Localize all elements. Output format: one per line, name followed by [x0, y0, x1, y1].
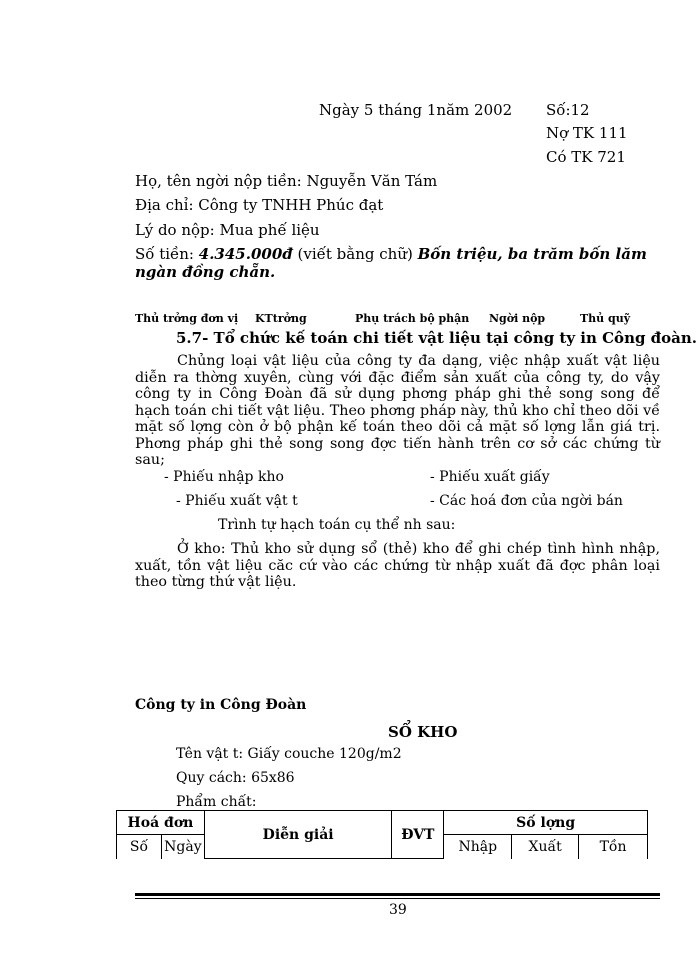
voucher-number: Số:12: [546, 101, 590, 119]
col-invoice-date: Ngày: [161, 835, 204, 859]
signature-chief-accountant: KTtrởng: [255, 312, 307, 325]
col-description: Diễn giải: [204, 811, 391, 859]
payer-address: Địa chỉ: Công ty TNHH Phúc đạt: [135, 196, 384, 214]
ledger-title: SỔ KHO: [388, 723, 458, 741]
credit-account: Có TK 721: [546, 148, 626, 166]
signature-payer: Ngời nộp: [489, 312, 546, 325]
doc-item-paper-issue: - Phiếu xuất giấy: [430, 469, 550, 485]
payment-reason: Lý do nộp: Mua phế liệu: [135, 221, 320, 239]
footer-rule-thick: [135, 893, 660, 896]
payer-name: Họ, tên ngời nộp tiền: Nguyễn Văn Tám: [135, 172, 438, 190]
page-number: 39: [389, 902, 407, 918]
doc-item-material-issue: - Phiếu xuất vật t: [176, 493, 298, 509]
table-header-row-1: [117, 811, 648, 835]
signature-cashier: Thủ quỹ: [580, 312, 631, 325]
col-qty-in: Nhập: [444, 835, 512, 859]
doc-item-seller-invoices: - Các hoá đơn của ngời bán: [430, 493, 623, 509]
body-paragraph-2: Ở kho: Thủ kho sử dụng sổ (thẻ) kho để ghi chép tình hình nhập, xuất, tồn vật liệu căc cứ vào các chứng từ nhập xuất đã đợc phân loại theo từng thứ vật liệu.: [135, 541, 660, 590]
procedure-line: Trình tự hạch toán cụ thể nh sau:: [218, 517, 456, 533]
col-invoice: Hoá đơn: [117, 811, 205, 835]
stock-ledger-table: [116, 810, 648, 859]
company-name: Công ty in Công Đoàn: [135, 697, 307, 713]
debit-account: Nợ TK 111: [546, 124, 628, 142]
col-qty-balance: Tồn: [579, 835, 648, 859]
col-invoice-number: Số: [117, 835, 162, 859]
material-name: Tên vật t: Giấy couche 120g/m2: [176, 746, 402, 762]
section-title: 5.7- Tổ chức kế toán chi tiết vật liệu tại công ty in Công đoàn.: [176, 329, 698, 347]
col-quantity: Số lợng: [444, 811, 648, 835]
amount-value: 4.345.000đ: [198, 245, 293, 263]
body-paragraph-1: Chủng loại vật liệu của công ty đa dạng, việc nhập xuất vật liệu diễn ra thờng xuyên, cùng với đặc điểm sản xuất của công ty, do vậy công ty in Công Đoàn đã sử dụng phơng pháp ghi thẻ song song để hạch toán chi tiết vật liệu. Theo phơng pháp này, thủ kho chỉ theo dõi về mặt số lợng còn ở bộ phận kế toán theo dõi cả mặt số lợng lẫn giá trị. Phơng pháp ghi thẻ song song đợc tiến hành trên cơ sở các chứng từ sau;: [135, 353, 660, 468]
footer-rule-thin: [135, 898, 660, 899]
amount-words-label: (viết bằng chữ): [292, 245, 418, 263]
col-unit: ĐVT: [392, 811, 444, 859]
signature-dept-head: Phụ trách bộ phận: [355, 312, 470, 325]
doc-item-receipt-note: - Phiếu nhập kho: [164, 469, 284, 485]
material-spec: Quy cách: 65x86: [176, 770, 295, 786]
material-quality: Phẩm chất:: [176, 794, 257, 810]
col-qty-out: Xuất: [512, 835, 579, 859]
signature-unit-head: Thủ trởng đơn vị: [135, 312, 239, 325]
amount-label: Số tiền:: [135, 245, 199, 263]
voucher-date: Ngày 5 tháng 1năm 2002: [319, 101, 513, 119]
payment-amount: [135, 245, 655, 281]
amount-words: Bốn triệu, ba trăm bốn lăm ngàn đồng chẵn.: [135, 245, 647, 281]
